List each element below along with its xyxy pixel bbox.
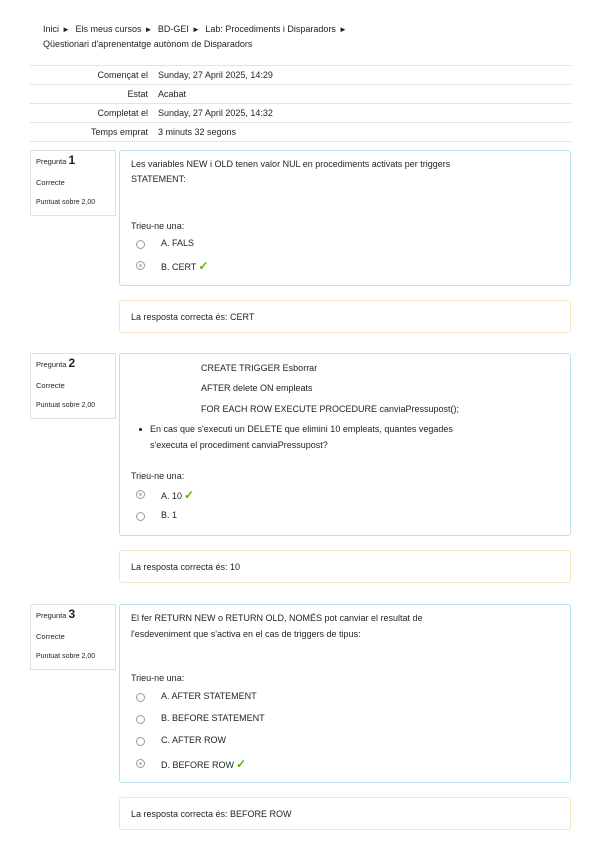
- summary-label: Temps emprat: [90, 127, 148, 137]
- summary-row: [30, 66, 571, 85]
- question-text-line: En cas que s'executi un DELETE que elimini 10 empleats, quantes vegades: [150, 424, 453, 434]
- summary-value: 3 minuts 32 segons: [158, 127, 237, 137]
- question-prefix: Pregunta: [36, 611, 67, 620]
- summary-label: Començat el: [97, 70, 148, 80]
- summary-value: Sunday, 27 April 2025, 14:29: [158, 70, 273, 80]
- summary-label: Estat: [127, 89, 148, 99]
- question-number-value: 3: [68, 607, 76, 621]
- question-grade: Puntuat sobre 2,00: [36, 402, 96, 409]
- answer-option[interactable]: [161, 259, 208, 273]
- question-state: Correcte: [36, 632, 65, 641]
- answer-option[interactable]: [161, 488, 194, 502]
- feedback-box: [119, 300, 571, 333]
- correct-answer-text: La resposta correcta és: BEFORE ROW: [131, 809, 292, 819]
- question-prefix: Pregunta: [36, 360, 67, 369]
- answer-option-label[interactable]: A. FALS: [161, 238, 195, 248]
- answer-radio[interactable]: [136, 240, 145, 249]
- question-grade: Puntuat sobre 2,00: [36, 653, 96, 660]
- breadcrumb-separator: ►: [62, 25, 70, 34]
- answer-option-label[interactable]: B. 1: [161, 510, 178, 520]
- answer-radio[interactable]: [136, 693, 145, 702]
- answer-radio[interactable]: [136, 261, 145, 270]
- answer-prompt: Trieu-ne una:: [131, 221, 185, 231]
- question-number-value: 2: [68, 356, 76, 370]
- question-state: Correcte: [36, 178, 65, 187]
- summary-value: Sunday, 27 April 2025, 14:32: [158, 108, 273, 118]
- answer-option-label[interactable]: C. AFTER ROW: [161, 735, 226, 745]
- summary-row: [30, 104, 571, 123]
- summary-row: [30, 123, 571, 142]
- breadcrumb-course[interactable]: BD-GEI: [157, 24, 189, 34]
- answer-option-label: D. BEFORE ROW: [161, 760, 235, 770]
- breadcrumb-quiz[interactable]: Qüestionari d'aprenentatge autònom de Disparadors: [43, 39, 253, 49]
- breadcrumb-home[interactable]: Inici: [43, 24, 60, 34]
- question-text-line: STATEMENT:: [131, 174, 186, 184]
- check-icon: ✓: [198, 259, 209, 273]
- question-text-line: Les variables NEW i OLD tenen valor NUL en procediments activats per triggers: [131, 159, 451, 169]
- breadcrumb-section[interactable]: Lab: Procediments i Disparadors: [205, 24, 336, 34]
- breadcrumb-courses[interactable]: Els meus cursos: [75, 24, 142, 34]
- question-content: [119, 353, 571, 536]
- question-text-line: l'esdeveniment que s'activa en el cas de triggers de tipus:: [131, 629, 361, 639]
- breadcrumb-separator: ►: [144, 25, 153, 34]
- answer-option-label: B. CERT: [161, 262, 197, 272]
- answer-radio[interactable]: [136, 737, 145, 746]
- question-text-line: s'executa el procediment canviaPressupost?: [150, 440, 328, 450]
- question-prefix: Pregunta: [36, 157, 67, 166]
- answer-radio[interactable]: [136, 490, 145, 499]
- answer-prompt: Trieu-ne una:: [131, 673, 185, 683]
- question-info: [30, 604, 116, 670]
- correct-answer-text: La resposta correcta és: CERT: [131, 312, 255, 322]
- question-number-value: 1: [68, 153, 76, 167]
- correct-answer-text: La resposta correcta és: 10: [131, 562, 241, 572]
- answer-option-label[interactable]: A. AFTER STATEMENT: [161, 691, 257, 701]
- answer-radio[interactable]: [136, 759, 145, 768]
- question-state: Correcte: [36, 381, 65, 390]
- question-info: [30, 150, 116, 216]
- question-number: [36, 356, 75, 370]
- summary-label: Completat el: [97, 108, 148, 118]
- answer-prompt: Trieu-ne una:: [131, 471, 185, 481]
- bullet-icon: [139, 428, 142, 431]
- question-content: [119, 150, 571, 286]
- code-line: CREATE TRIGGER Esborrar: [201, 363, 318, 373]
- answer-option-label: A. 10: [161, 491, 183, 501]
- code-line: FOR EACH ROW EXECUTE PROCEDURE canviaPressupost();: [201, 404, 460, 414]
- question-number: [36, 153, 75, 167]
- breadcrumb: [43, 22, 563, 52]
- summary-row: [30, 85, 571, 104]
- answer-radio[interactable]: [136, 512, 145, 521]
- breadcrumb-separator: ►: [338, 25, 347, 34]
- check-icon: ✓: [184, 488, 195, 502]
- feedback-box: [119, 797, 571, 830]
- answer-radio[interactable]: [136, 715, 145, 724]
- check-icon: ✓: [236, 757, 247, 771]
- question-grade: Puntuat sobre 2,00: [36, 199, 96, 206]
- question-content: [119, 604, 571, 783]
- feedback-box: [119, 550, 571, 583]
- breadcrumb-separator: ►: [191, 25, 200, 34]
- answer-option[interactable]: [161, 757, 246, 771]
- summary-value: Acabat: [158, 89, 187, 99]
- attempt-summary: [30, 65, 571, 142]
- question-number: [36, 607, 75, 621]
- code-line: AFTER delete ON empleats: [201, 383, 313, 393]
- question-text-line: El fer RETURN NEW o RETURN OLD, NOMÉS pot canviar el resultat de: [131, 613, 423, 623]
- answer-option-label[interactable]: B. BEFORE STATEMENT: [161, 713, 265, 723]
- question-info: [30, 353, 116, 419]
